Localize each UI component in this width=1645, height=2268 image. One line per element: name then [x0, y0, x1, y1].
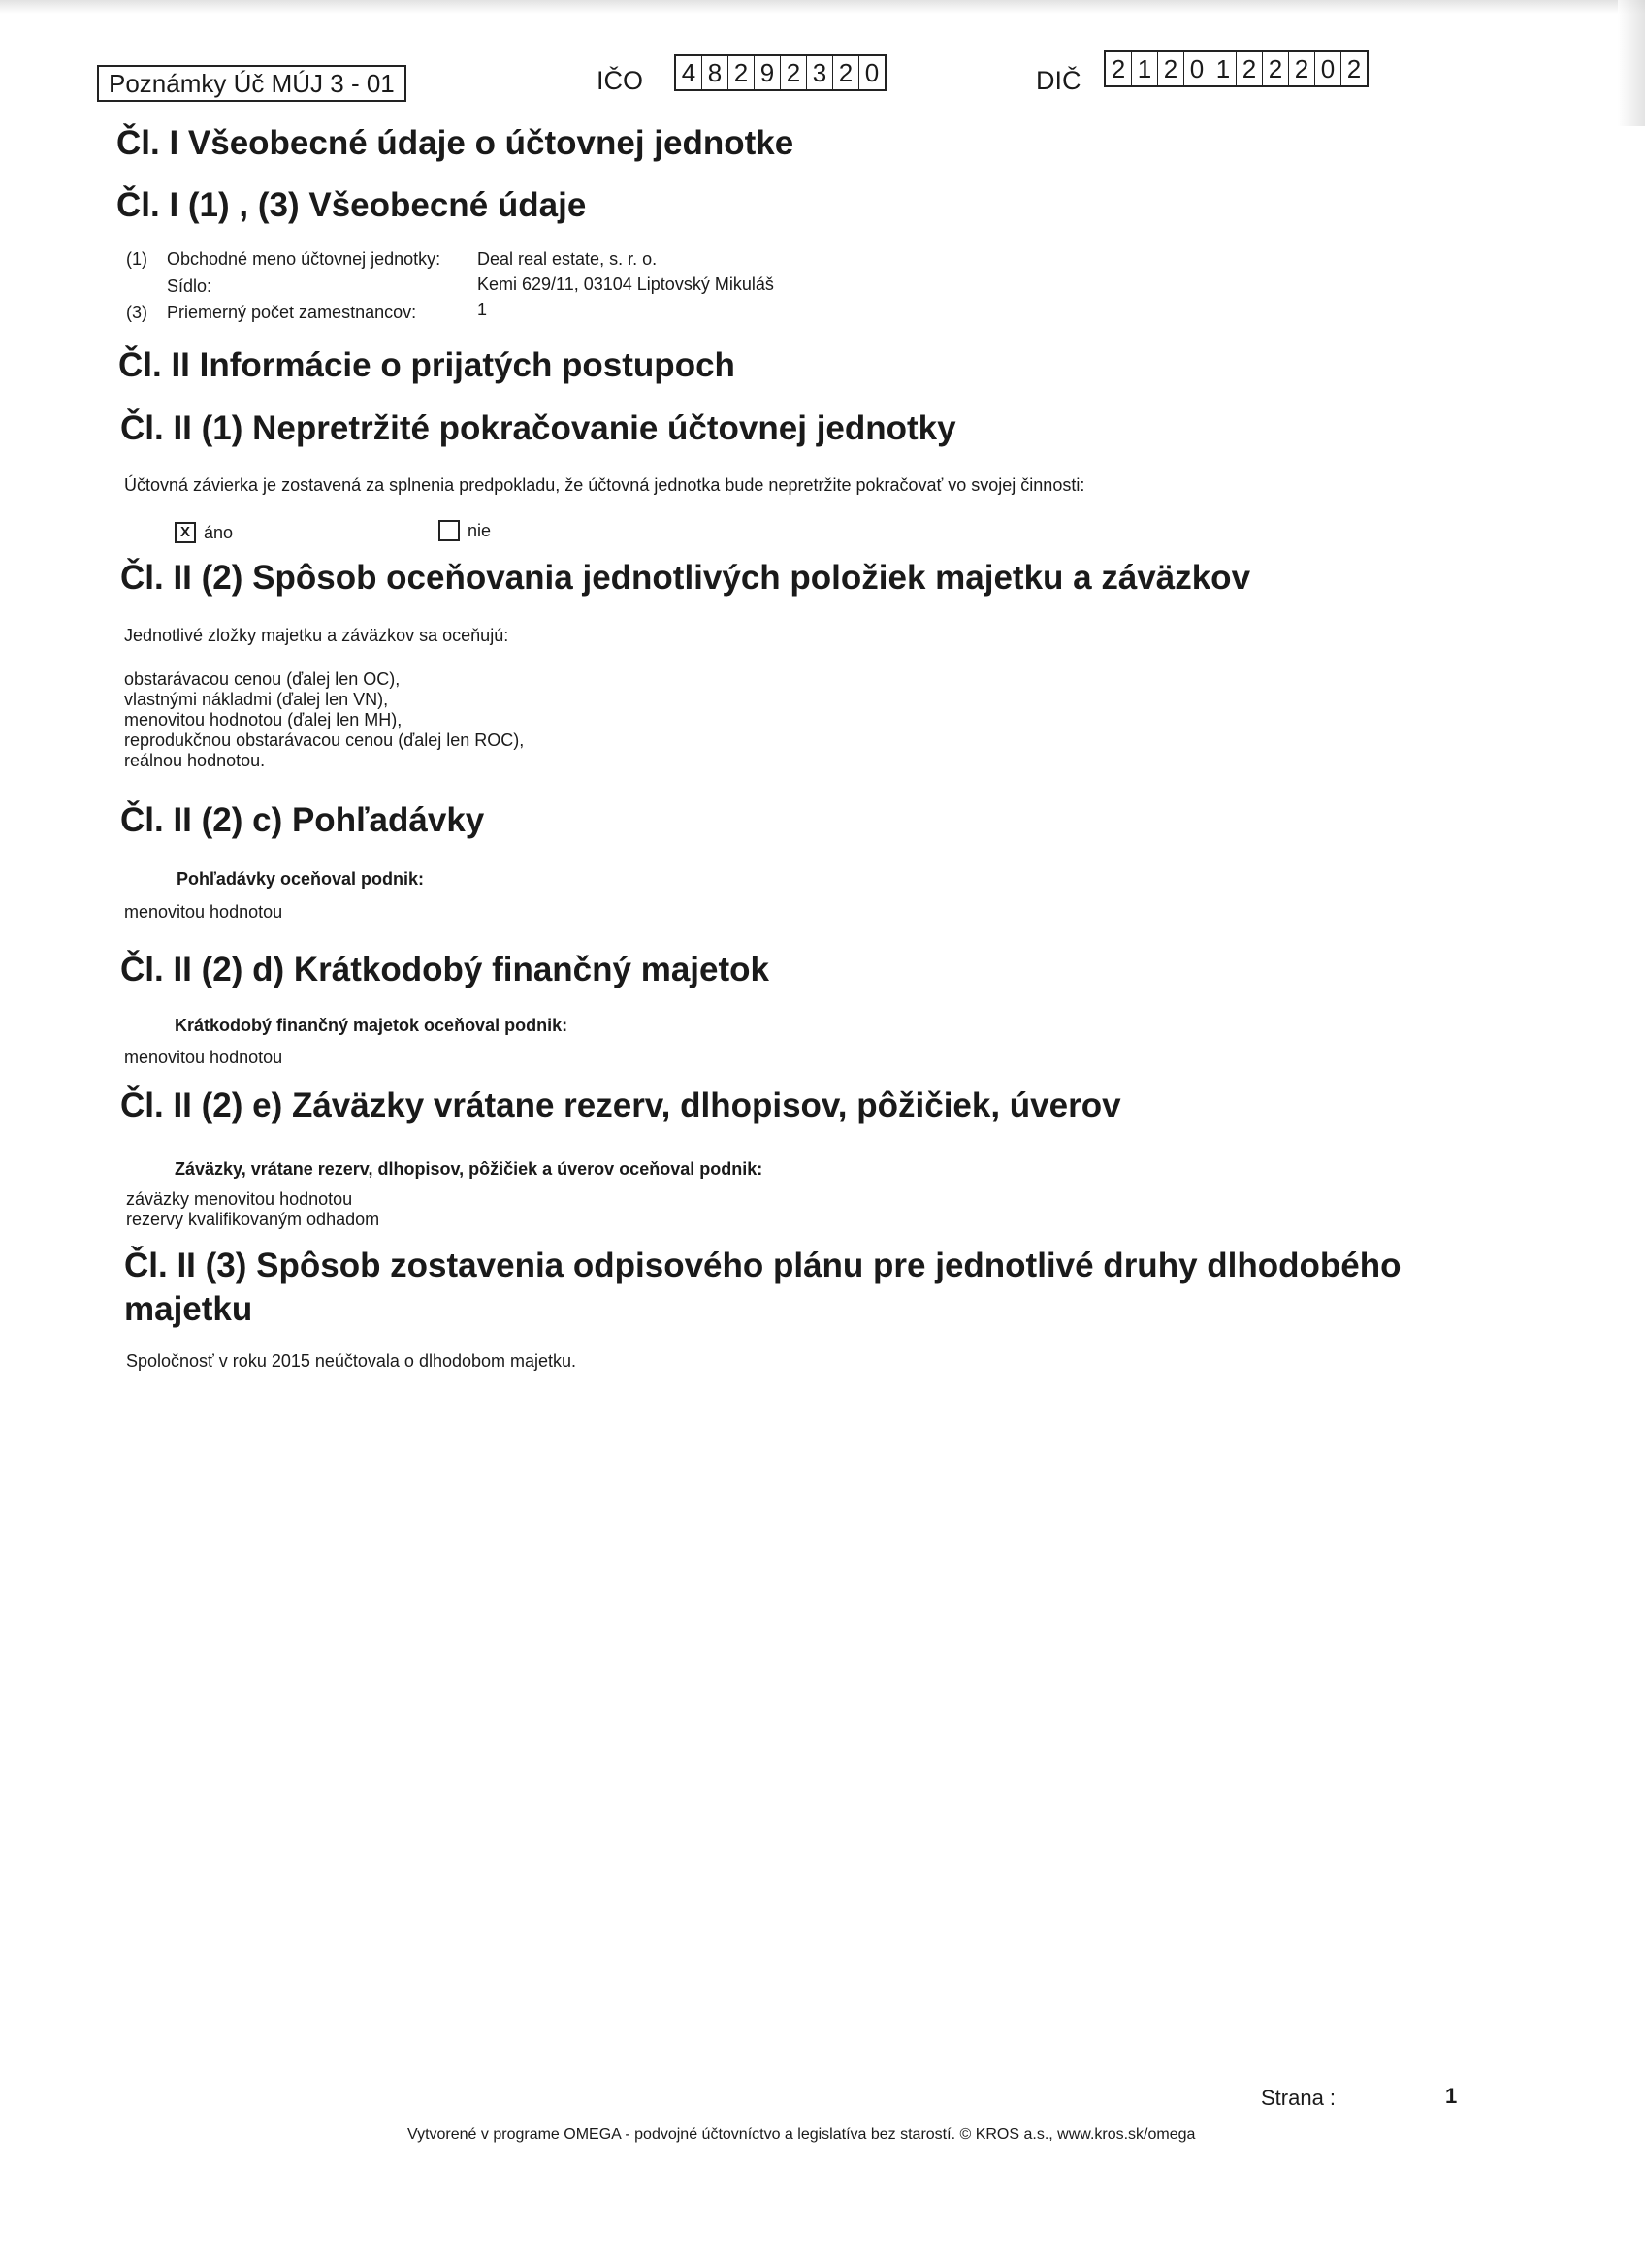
dic-digit: 0 — [1315, 52, 1341, 85]
valuation-list — [124, 669, 524, 771]
liabilities-values — [126, 1189, 379, 1230]
yes-label: áno — [204, 523, 234, 542]
company-name-label: Obchodné meno účtovnej jednotky: — [167, 249, 441, 269]
depreciation-text: Spoločnosť v roku 2015 neúčtovala o dlhodobom majetku. — [126, 1351, 577, 1371]
page-number: 1 — [1445, 2084, 1458, 2108]
ico-digit: 4 — [676, 56, 702, 89]
short-term-title: Čl. II (2) d) Krátkodobý finančný majetok — [120, 951, 769, 988]
dic-digit: 2 — [1263, 52, 1289, 85]
receivables-title: Čl. II (2) c) Pohľadávky — [120, 801, 485, 839]
dic-boxes — [1104, 50, 1369, 87]
no-label: nie — [468, 521, 492, 540]
receivables-value: menovitou hodnotou — [124, 902, 283, 922]
row-num: (3) — [126, 303, 147, 322]
section-1-title: Čl. I Všeobecné údaje o účtovnej jednotke — [116, 124, 794, 162]
ico-digit: 0 — [864, 58, 880, 87]
ico-digit: 3 — [807, 56, 833, 89]
section-1-subtitle: Čl. I (1) , (3) Všeobecné údaje — [116, 186, 587, 224]
short-term-label: Krátkodobý finančný majetok oceňoval podnik: — [175, 1016, 568, 1035]
valuation-intro: Jednotlivé zložky majetku a záväzkov sa oceňujú: — [124, 626, 509, 645]
liabilities-title: Čl. II (2) e) Záväzky vrátane rezerv, dlhopisov, pôžičiek, úverov — [120, 1086, 1121, 1124]
ico-digit: 2 — [728, 56, 755, 89]
ico-label: IČO — [597, 66, 644, 95]
liabilities-label: Záväzky, vrátane rezerv, dlhopisov, pôžičiek a úverov oceňoval podnik: — [175, 1159, 763, 1179]
short-term-value: menovitou hodnotou — [124, 1048, 283, 1067]
yes-checkbox[interactable]: X — [175, 522, 196, 543]
valuation-title: Čl. II (2) Spôsob oceňovania jednotlivých položiek majetku a záväzkov — [120, 559, 1251, 597]
receivables-label: Pohľadávky oceňoval podnik: — [177, 869, 424, 889]
no-checkbox[interactable] — [438, 520, 460, 541]
dic-digit: 1 — [1210, 52, 1237, 85]
dic-digit: 2 — [1106, 52, 1132, 85]
list-item: reprodukčnou obstarávacou cenou (ďalej len ROC), — [124, 730, 525, 750]
footer-credit: Vytvorené v programe OMEGA - podvojné účtovníctvo a legislatíva bez starostí. © KROS a.s., www.kros.sk/omega — [407, 2126, 1196, 2143]
dic-digit: 2 — [1158, 52, 1184, 85]
dic-digit: 2 — [1289, 52, 1315, 85]
ico-digit: 2 — [833, 56, 859, 89]
ico-digit: 2 — [781, 56, 807, 89]
employees-value: 1 — [477, 300, 488, 319]
depreciation-title-line1: Čl. II (3) Spôsob zostavenia odpisového plánu pre jednotlivé druhy dlhodobého — [124, 1247, 1402, 1284]
ico-boxes — [674, 54, 887, 91]
ico-digit: 9 — [755, 56, 781, 89]
list-item: rezervy kvalifikovaným odhadom — [126, 1210, 380, 1229]
company-name-value: Deal real estate, s. r. o. — [477, 249, 658, 269]
continuity-text: Účtovná závierka je zostavená za splnenia predpokladu, že účtovná jednotka bude nepretržite pokračovať vo svojej činnosti: — [124, 475, 1085, 495]
dic-digit: 0 — [1184, 52, 1210, 85]
list-item: reálnou hodnotou. — [124, 751, 266, 770]
dic-digit: 2 — [1346, 54, 1362, 83]
list-item: vlastnými nákladmi (ďalej len VN), — [124, 690, 389, 709]
address-value: Kemi 629/11, 03104 Liptovský Mikuláš — [477, 275, 774, 294]
page-label: Strana : — [1261, 2086, 1337, 2110]
row-num: (1) — [126, 249, 147, 269]
form-code: Poznámky Úč MÚJ 3 - 01 — [97, 65, 406, 102]
list-item: menovitou hodnotou (ďalej len MH), — [124, 710, 403, 729]
ico-digit: 8 — [702, 56, 728, 89]
list-item: obstarávacou cenou (ďalej len OC), — [124, 669, 401, 689]
employees-label: Priemerný počet zamestnancov: — [167, 303, 417, 322]
scan-shadow-right — [1618, 0, 1645, 126]
section-2-title: Čl. II Informácie o prijatých postupoch — [118, 346, 735, 384]
dic-label: DIČ — [1036, 66, 1081, 95]
depreciation-title-line2: majetku — [124, 1290, 253, 1328]
dic-digit: 1 — [1132, 52, 1158, 85]
address-label: Sídlo: — [167, 276, 212, 296]
list-item: záväzky menovitou hodnotou — [126, 1189, 353, 1209]
scan-shadow-top — [0, 0, 1645, 14]
continuity-title: Čl. II (1) Nepretržité pokračovanie účtovnej jednotky — [120, 409, 956, 447]
dic-digit: 2 — [1237, 52, 1263, 85]
